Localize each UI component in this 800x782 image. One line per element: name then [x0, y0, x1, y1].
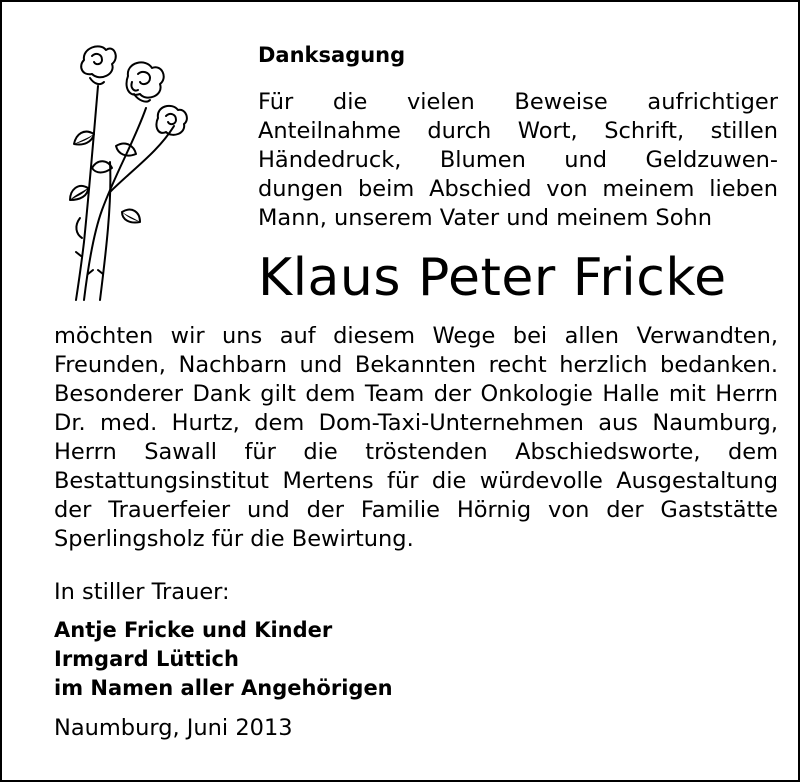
signer: im Namen aller Angehörigen — [54, 676, 393, 700]
body-line: Dr. med. Hurtz, dem Dom-Taxi-Unternehmen aus Naumburg, — [54, 410, 778, 436]
deceased-name: Klaus Peter Fricke — [258, 248, 727, 308]
body-line: Bestattungsinstitut Mertens für die würdevolle Ausgestaltung — [54, 468, 778, 494]
intro-line: dungen beim Abschied von meinem lieben — [258, 176, 778, 202]
intro-line: Anteilnahme durch Wort, Schrift, stillen — [258, 118, 778, 144]
body-line: Freunden, Nachbarn und Bekannten recht herzlich bedanken. — [54, 352, 778, 378]
body-line: der Trauerfeier und der Familie Hörnig von der Gaststätte — [54, 497, 778, 523]
body-line: möchten wir uns auf diesem Wege bei allen Verwandten, — [54, 323, 778, 349]
intro-paragraph — [258, 88, 778, 233]
body-paragraph — [54, 322, 778, 554]
body-line: Herrn Sawall für die tröstenden Abschiedsworte, dem — [54, 439, 778, 465]
intro-line: Mann, unserem Vater und meinem Sohn — [258, 205, 712, 231]
signers-list — [54, 616, 393, 703]
mourning-phrase: In stiller Trauer: — [54, 579, 230, 605]
notice-title: Danksagung — [258, 43, 406, 67]
body-line: Besonderer Dank gilt dem Team der Onkologie Halle mit Herrn — [54, 381, 778, 407]
place-date: Naumburg, Juni 2013 — [54, 715, 293, 741]
intro-line: Für die vielen Beweise aufrichtiger — [258, 89, 778, 115]
body-line: Sperlingsholz für die Bewirtung. — [54, 526, 414, 552]
intro-line: Händedruck, Blumen und Geldzuwen- — [258, 147, 778, 173]
signer: Irmgard Lüttich — [54, 647, 239, 671]
roses-icon — [54, 42, 204, 304]
signer: Antje Fricke und Kinder — [54, 618, 333, 642]
